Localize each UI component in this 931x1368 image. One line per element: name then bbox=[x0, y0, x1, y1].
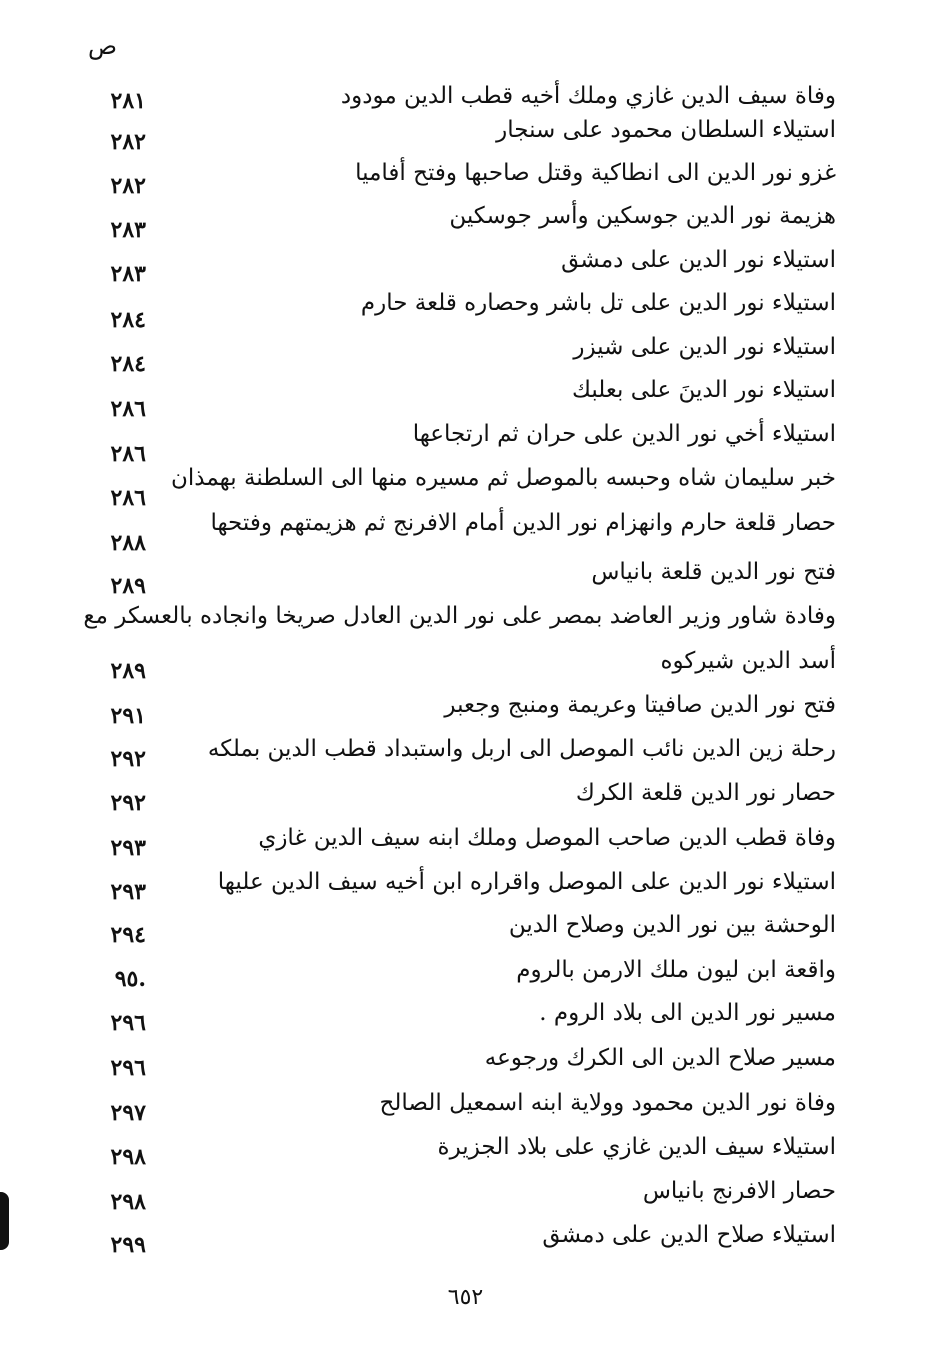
toc-entry-title: مسير صلاح الدين الى الكرك ورجوعه bbox=[484, 1045, 836, 1071]
toc-entry-page: ٢٨٨ bbox=[110, 530, 146, 556]
toc-entry-page: ٢٨٤ bbox=[110, 307, 146, 333]
toc-entry-title: هزيمة نور الدين جوسكين وأسر جوسكين bbox=[449, 203, 836, 229]
toc-entry-title: خبر سليمان شاه وحبسه بالموصل ثم مسيره منها الى السلطنة بهمذان bbox=[171, 465, 836, 491]
toc-entry-page: ٢٩٢ bbox=[110, 790, 146, 816]
page-column-header: ص bbox=[88, 32, 118, 60]
toc-entry-title: وفاة سيف الدين غازي وملك أخيه قطب الدين مودود bbox=[340, 83, 836, 109]
toc-entry-page: ٢٨٢ bbox=[110, 173, 146, 199]
scan-edge-mark bbox=[0, 1192, 9, 1250]
toc-entry-title: استيلاء نور الدينَ على بعلبك bbox=[571, 377, 836, 403]
toc-entry-page: ٢٨٣ bbox=[110, 217, 146, 243]
toc-entry-page: ٢٨٩ bbox=[110, 573, 146, 599]
toc-entry-title: فتح نور الدين صافيتا وعريمة ومنبج وجعبر bbox=[444, 692, 836, 718]
toc-entry-page: ٢٩٧ bbox=[110, 1100, 146, 1126]
toc-entry-title: استيلاء السلطان محمود على سنجار bbox=[496, 117, 836, 143]
toc-entry-title: استيلاء صلاح الدين على دمشق bbox=[542, 1222, 836, 1248]
toc-entry-title: وفادة شاور وزير العاضد بمصر على نور الدين العادل صريخا وانجاده بالعسكر مع bbox=[83, 603, 836, 629]
toc-entry-title: حصار قلعة حارم وانهزام نور الدين أمام الافرنج ثم هزيمتهم وفتحها bbox=[210, 510, 836, 536]
toc-entry-page: ٢٨٦ bbox=[110, 441, 146, 467]
toc-entry-page: ٢٨٦ bbox=[110, 396, 146, 422]
toc-entry-title: وفاة قطب الدين صاحب الموصل وملك ابنه سيف الدين غازي bbox=[258, 825, 836, 851]
toc-entry-title: استيلاء أخي نور الدين على حران ثم ارتجاعها bbox=[412, 421, 836, 447]
toc-entry-page: ٢٨١ bbox=[110, 88, 146, 114]
toc-entry-title: استيلاء نور الدين على دمشق bbox=[561, 247, 836, 273]
toc-entry-title: فتح نور الدين قلعة بانياس bbox=[591, 559, 836, 585]
toc-entry-page: ٢٨٩ bbox=[110, 658, 146, 684]
toc-entry-title: استيلاء نور الدين على الموصل واقراره ابن أخيه سيف الدين عليها bbox=[217, 869, 836, 895]
toc-entry-title: حصار نور الدين قلعة الكرك bbox=[575, 780, 836, 806]
toc-entry-page: ٢٩٩ bbox=[110, 1232, 146, 1258]
toc-entry-page: ٢٩٣ bbox=[110, 835, 146, 861]
toc-entry-title: استيلاء سيف الدين غازي على بلاد الجزيرة bbox=[437, 1134, 836, 1160]
toc-entry-page: ٢٩١ bbox=[110, 703, 146, 729]
toc-entry-page: ٢٨٢ bbox=[110, 129, 146, 155]
toc-entry-page: ٢٩٤ bbox=[110, 922, 146, 948]
toc-entry-title: حصار الافرنج بانياس bbox=[642, 1178, 836, 1204]
toc-entry-title: مسير نور الدين الى بلاد الروم . bbox=[539, 1000, 836, 1026]
toc-entry-page: ٢٩٢ bbox=[110, 746, 146, 772]
toc-entry-page: ٢٨٤ bbox=[110, 351, 146, 377]
toc-entry-title: غزو نور الدين الى انطاكية وقتل صاحبها وفتح أفاميا bbox=[355, 160, 836, 186]
toc-entry-page: ٢٩٨ bbox=[110, 1144, 146, 1170]
toc-entry-page: ٢٩٦ bbox=[110, 1055, 146, 1081]
toc-entry-title-continued: أسد الدين شيركوه bbox=[660, 648, 836, 674]
toc-entry-title: وفاة نور الدين محمود وولاية ابنه اسمعيل الصالح bbox=[379, 1090, 836, 1116]
toc-entry-title: استيلاء نور الدين على تل باشر وحصاره قلعة حارم bbox=[360, 290, 836, 316]
toc-entry-page: ٢٩٨ bbox=[110, 1189, 146, 1215]
toc-entry-title: الوحشة بين نور الدين وصلاح الدين bbox=[508, 912, 836, 938]
toc-entry-title: واقعة ابن ليون ملك الارمن بالروم bbox=[516, 957, 836, 983]
toc-entry-title: استيلاء نور الدين على شيزر bbox=[573, 334, 836, 360]
toc-entry-page: ٢٨٣ bbox=[110, 261, 146, 287]
toc-entry-page: ٢٨٦ bbox=[110, 485, 146, 511]
toc-entry-page: .٩٥ bbox=[114, 966, 146, 992]
toc-entry-page: ٢٩٦ bbox=[110, 1010, 146, 1036]
toc-entry-title: رحلة زين الدين نائب الموصل الى اربل واستبداد قطب الدين بملكه bbox=[207, 736, 836, 762]
toc-entry-page: ٢٩٣ bbox=[110, 879, 146, 905]
page-number: ٦٥٢ bbox=[447, 1285, 484, 1310]
